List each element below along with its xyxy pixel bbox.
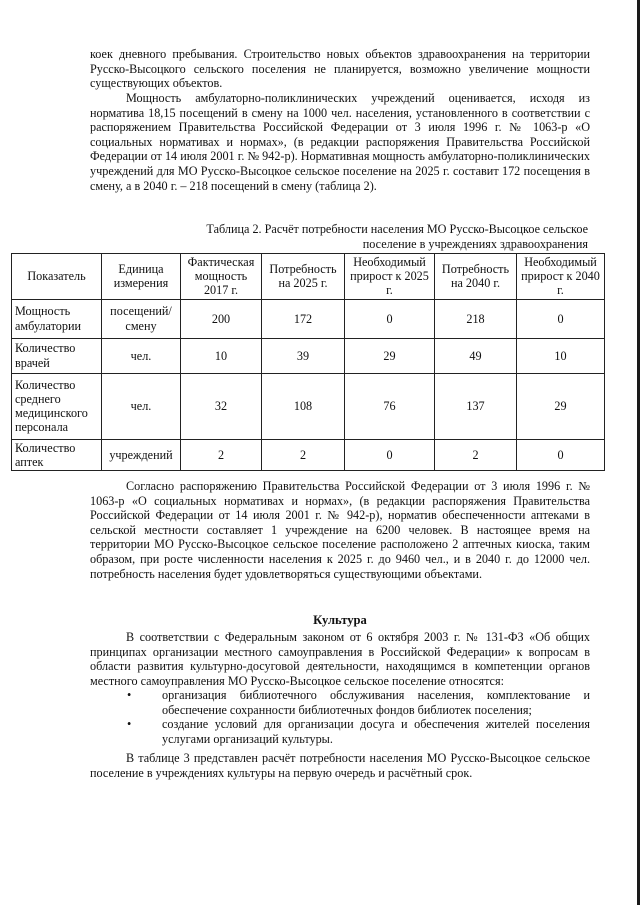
table-cell: чел. (102, 373, 181, 439)
paragraph-table3-intro: В таблице 3 представлен расчёт потребности населения МО Русско-Высоцкое сельское поселение в учреждениях культуры на первую очередь и расчётный срок. (90, 751, 590, 780)
table-cell: 49 (435, 338, 517, 373)
table-cell: посещений/ смену (102, 299, 181, 338)
table-cell: Количество врачей (12, 338, 102, 373)
table-caption: Таблица 2. Расчёт потребности населения МО Русско-Высоцкое сельское поселение в учреждениях здравоохранения (206, 222, 588, 251)
list-item-text: создание условий для организации досуга и обеспечения жителей поселения услугами организаций культуры. (162, 717, 590, 746)
table-cell: 2 (262, 439, 345, 470)
column-header: Необходимый прирост к 2040 г. (517, 254, 605, 300)
table-cell: Мощность амбулатории (12, 299, 102, 338)
list-item (90, 717, 590, 746)
column-header: Потребность на 2040 г. (435, 254, 517, 300)
bullet-icon: • (127, 717, 132, 732)
table-cell: 172 (262, 299, 345, 338)
column-header: Необходимый прирост к 2025 г. (345, 254, 435, 300)
table-cell: 29 (517, 373, 605, 439)
column-header: Потребность на 2025 г. (262, 254, 345, 300)
table-cell: 2 (435, 439, 517, 470)
table-cell: 0 (517, 439, 605, 470)
table-row (12, 299, 605, 338)
table-cell: 108 (262, 373, 345, 439)
paragraph-hospital-beds: коек дневного пребывания. Строительство новых объектов здравоохранения на территории Русско-Высоцкого сельского поселения не планируется, возможно увеличение мощности существующих объектов. (90, 47, 590, 91)
bullet-icon: • (127, 688, 132, 702)
table-cell: 0 (345, 299, 435, 338)
table-cell: учреждений (102, 439, 181, 470)
table-cell: 76 (345, 373, 435, 439)
table-cell: чел. (102, 338, 181, 373)
table-cell: 0 (345, 439, 435, 470)
column-header: Единица измерения (102, 254, 181, 300)
table-cell: 10 (517, 338, 605, 373)
table-row (12, 373, 605, 439)
table-cell: 2 (181, 439, 262, 470)
table-cell: 10 (181, 338, 262, 373)
table-cell: 32 (181, 373, 262, 439)
paragraph-outpatient-capacity: Мощность амбулаторно-поликлинических учреждений оценивается, исходя из норматива 18,15 посещений в смену на 1000 чел. населения, установленного в соответствии с распоряжением Правительства Российской Федерации от 3 июля 1996 г. № 1063-р «О социальных нормативах и нормах», (в редакции распоряжения Правительства Российской Федерации от 14 июля 2001 г. № 942-р). Нормативная мощность амбулаторно-поликлинических учреждений для МО Русско-Высоцкое сельское поселение на 2025 г. составит 172 посещения в смену, а в 2040 г. – 218 посещений в смену (таблица 2). (90, 91, 590, 193)
paragraph-culture-law: В соответствии с Федеральным законом от 6 октября 2003 г. № 131-ФЗ «Об общих принципах организации местного самоуправления в Российской Федерации» к вопросам в области развития культурно-досуговой деятельности, находящимся в компетенции органов местного самоуправления МО Русско-Высоцкое сельское поселение относятся: (90, 630, 590, 688)
paragraph-pharmacies: Согласно распоряжению Правительства Российской Федерации от 3 июля 1996 г. № 1063-р «О социальных нормативах и нормах», (в редакции распоряжения Правительства Российской Федерации от 14 июля 2001 г. № 942-р), норматив обеспеченности аптеками в сельской местности составляет 1 учреждение на 6200 человек. В настоящее время на территории МО Русско-Высоцкое сельское поселение расположено 2 аптечных киоска, таким образом, при росте численности населения к 2025 г. до 9460 чел., и в 2040 г. до 12000 чел. потребность населения будет удовлетворяться существующими объектами. (90, 479, 590, 581)
table-row (12, 338, 605, 373)
table-cell: 0 (517, 299, 605, 338)
table-cell: 137 (435, 373, 517, 439)
culture-responsibilities-list (90, 688, 590, 746)
healthcare-needs-table (11, 253, 605, 471)
column-header: Показатель (12, 254, 102, 300)
table-cell: 39 (262, 338, 345, 373)
list-item-text: организация библиотечного обслуживания населения, комплектование и обеспечение сохранности библиотечных фондов библиотек поселения; (162, 688, 590, 717)
section-heading-culture: Культура (313, 613, 367, 627)
column-header: Фактическая мощность 2017 г. (181, 254, 262, 300)
table-cell: Количество аптек (12, 439, 102, 470)
table-cell: 29 (345, 338, 435, 373)
table-header-row (12, 254, 605, 300)
table-cell: 200 (181, 299, 262, 338)
list-item (90, 688, 590, 717)
table-cell: 218 (435, 299, 517, 338)
table-cell: Количество среднего медицинского персонала (12, 373, 102, 439)
table-row (12, 439, 605, 470)
